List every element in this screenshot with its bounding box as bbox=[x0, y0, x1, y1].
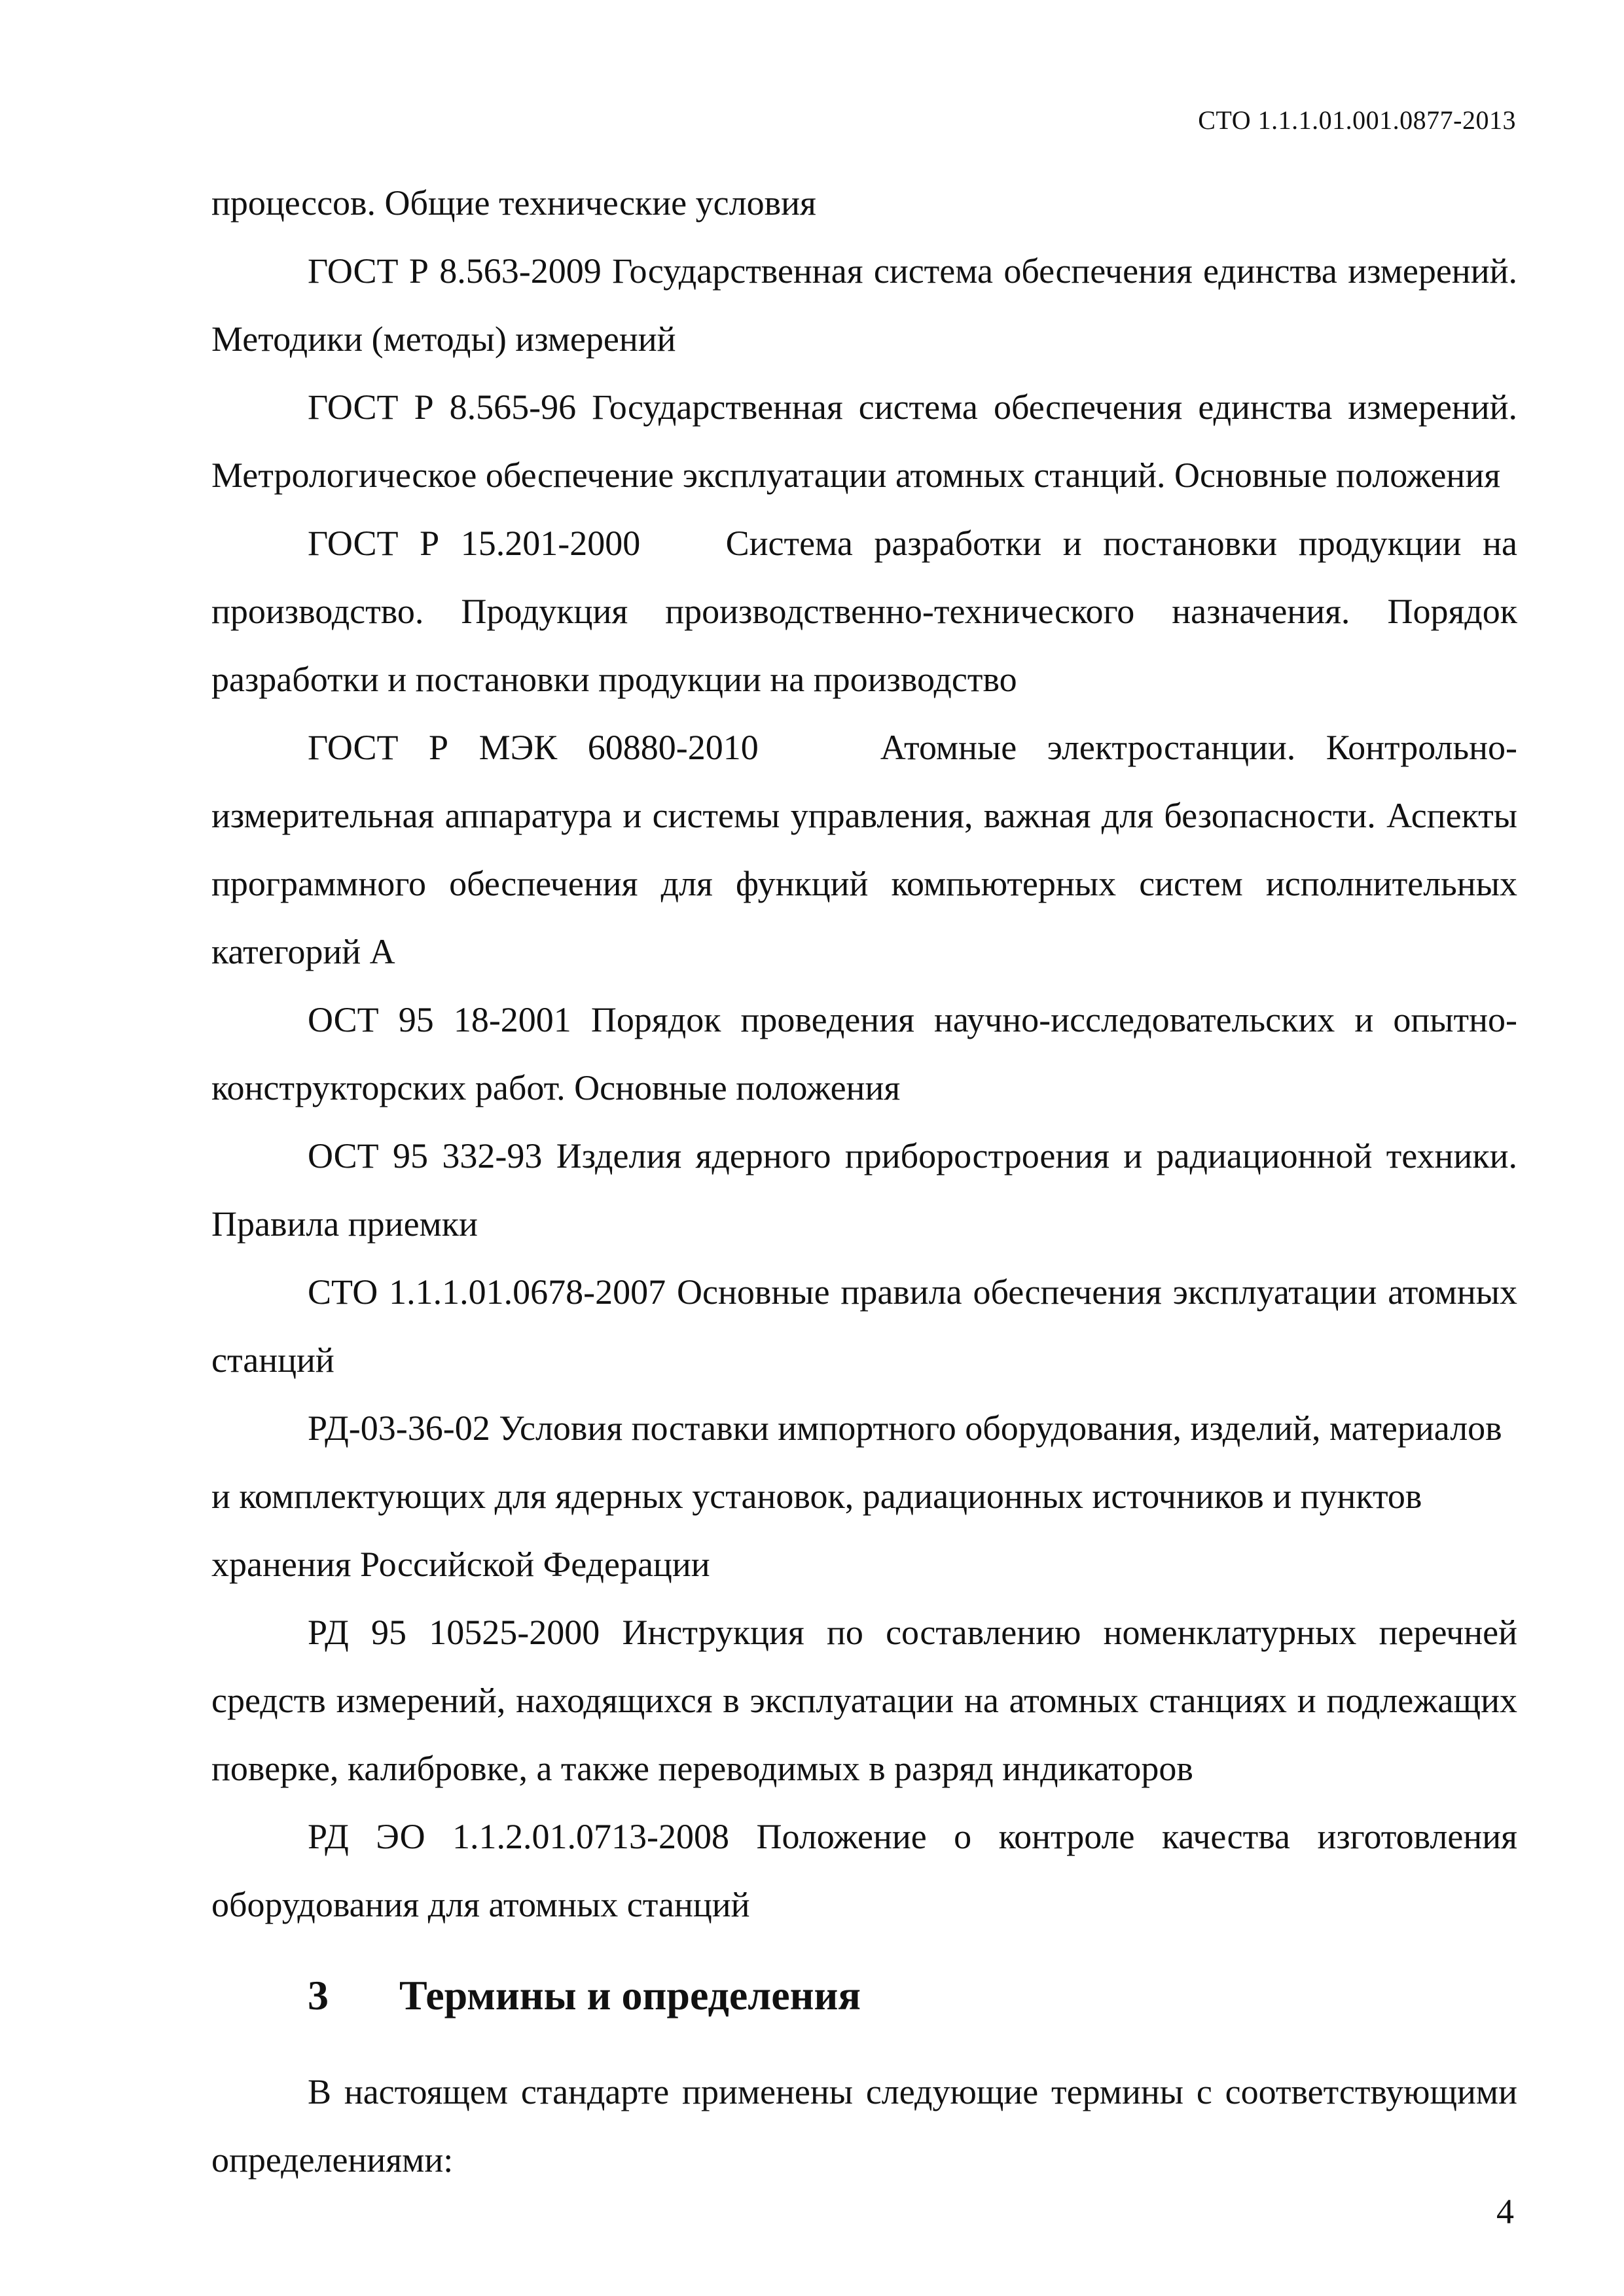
reference-text: Порядок проведения научно-исследовательских и опытно-конструкторских работ. Основные положения bbox=[211, 1000, 1517, 1107]
page-number: 4 bbox=[1496, 2192, 1514, 2231]
reference-text: Изделия ядерного приборостроения и радиационной техники. Правила приемки bbox=[211, 1136, 1517, 1244]
reference-item bbox=[211, 1394, 1517, 1598]
reference-code: ГОСТ Р МЭК 60880-2010 bbox=[308, 728, 759, 767]
reference-item bbox=[211, 373, 1517, 509]
reference-item bbox=[211, 237, 1517, 373]
reference-text: Основные правила обеспечения эксплуатации атомных станций bbox=[211, 1272, 1518, 1380]
reference-code: ГОСТ Р 15.201-2000 bbox=[308, 524, 641, 563]
reference-item bbox=[211, 713, 1517, 986]
reference-code: ГОСТ Р 8.565-96 bbox=[308, 387, 577, 427]
reference-item bbox=[211, 1122, 1517, 1258]
reference-code: РД ЭО 1.1.2.01.0713-2008 bbox=[308, 1817, 730, 1856]
reference-item bbox=[211, 986, 1517, 1122]
section-title: Термины и определения bbox=[399, 1972, 861, 2018]
section-intro: В настоящем стандарте применены следующие термины с соответствующими определениями: bbox=[211, 2072, 1517, 2179]
reference-code: РД 95 10525-2000 bbox=[308, 1613, 600, 1652]
reference-code: РД-03-36-02 bbox=[308, 1408, 490, 1448]
page-content bbox=[211, 169, 1517, 2194]
section-number: 3 bbox=[308, 1972, 329, 2018]
continuation-text: процессов. Общие технические условия bbox=[211, 183, 816, 223]
document-code: СТО 1.1.1.01.001.0877-2013 bbox=[1198, 105, 1516, 135]
reference-code: СТО 1.1.1.01.0678-2007 bbox=[308, 1272, 666, 1312]
reference-text: Условия поставки импортного оборудования, изделий, материалов и комплектующих для ядерных установок, радиационных источников и пунктов хранения Российской Федерации bbox=[211, 1408, 1502, 1584]
reference-text: Атомные электростанции. Контрольно-измерительная аппаратура и системы управления, важная для безопасности. Аспекты программного обеспечения для функций компьютерных систем исполнительных категорий А bbox=[211, 728, 1517, 971]
reference-text: Государственная система обеспечения единства измерений. Метрологическое обеспечение эксплуатации атомных станций. Основные положения bbox=[211, 387, 1517, 495]
reference-code: ГОСТ Р 8.563-2009 bbox=[308, 251, 602, 291]
reference-text: Государственная система обеспечения единства измерений. Методики (методы) измерений bbox=[211, 251, 1517, 359]
reference-item bbox=[211, 509, 1517, 713]
reference-text: Положение о контроле качества изготовления оборудования для атомных станций bbox=[211, 1817, 1517, 1924]
reference-item bbox=[211, 1803, 1517, 1939]
reference-code: ОСТ 95 332-93 bbox=[308, 1136, 543, 1175]
reference-text: Инструкция по составлению номенклатурных перечней средств измерений, находящихся в эксплуатации на атомных станциях и подлежащих поверке, калибровке, а также переводимых в разряд индикаторов bbox=[211, 1613, 1517, 1788]
section-heading bbox=[211, 1960, 1517, 2032]
reference-item bbox=[211, 1258, 1517, 1394]
reference-code: ОСТ 95 18-2001 bbox=[308, 1000, 571, 1039]
reference-item bbox=[211, 1598, 1517, 1803]
reference-text: Система разработки и постановки продукции на производство. Продукция производственно-технического назначения. Порядок разработки и постановки продукции на производство bbox=[211, 524, 1517, 699]
